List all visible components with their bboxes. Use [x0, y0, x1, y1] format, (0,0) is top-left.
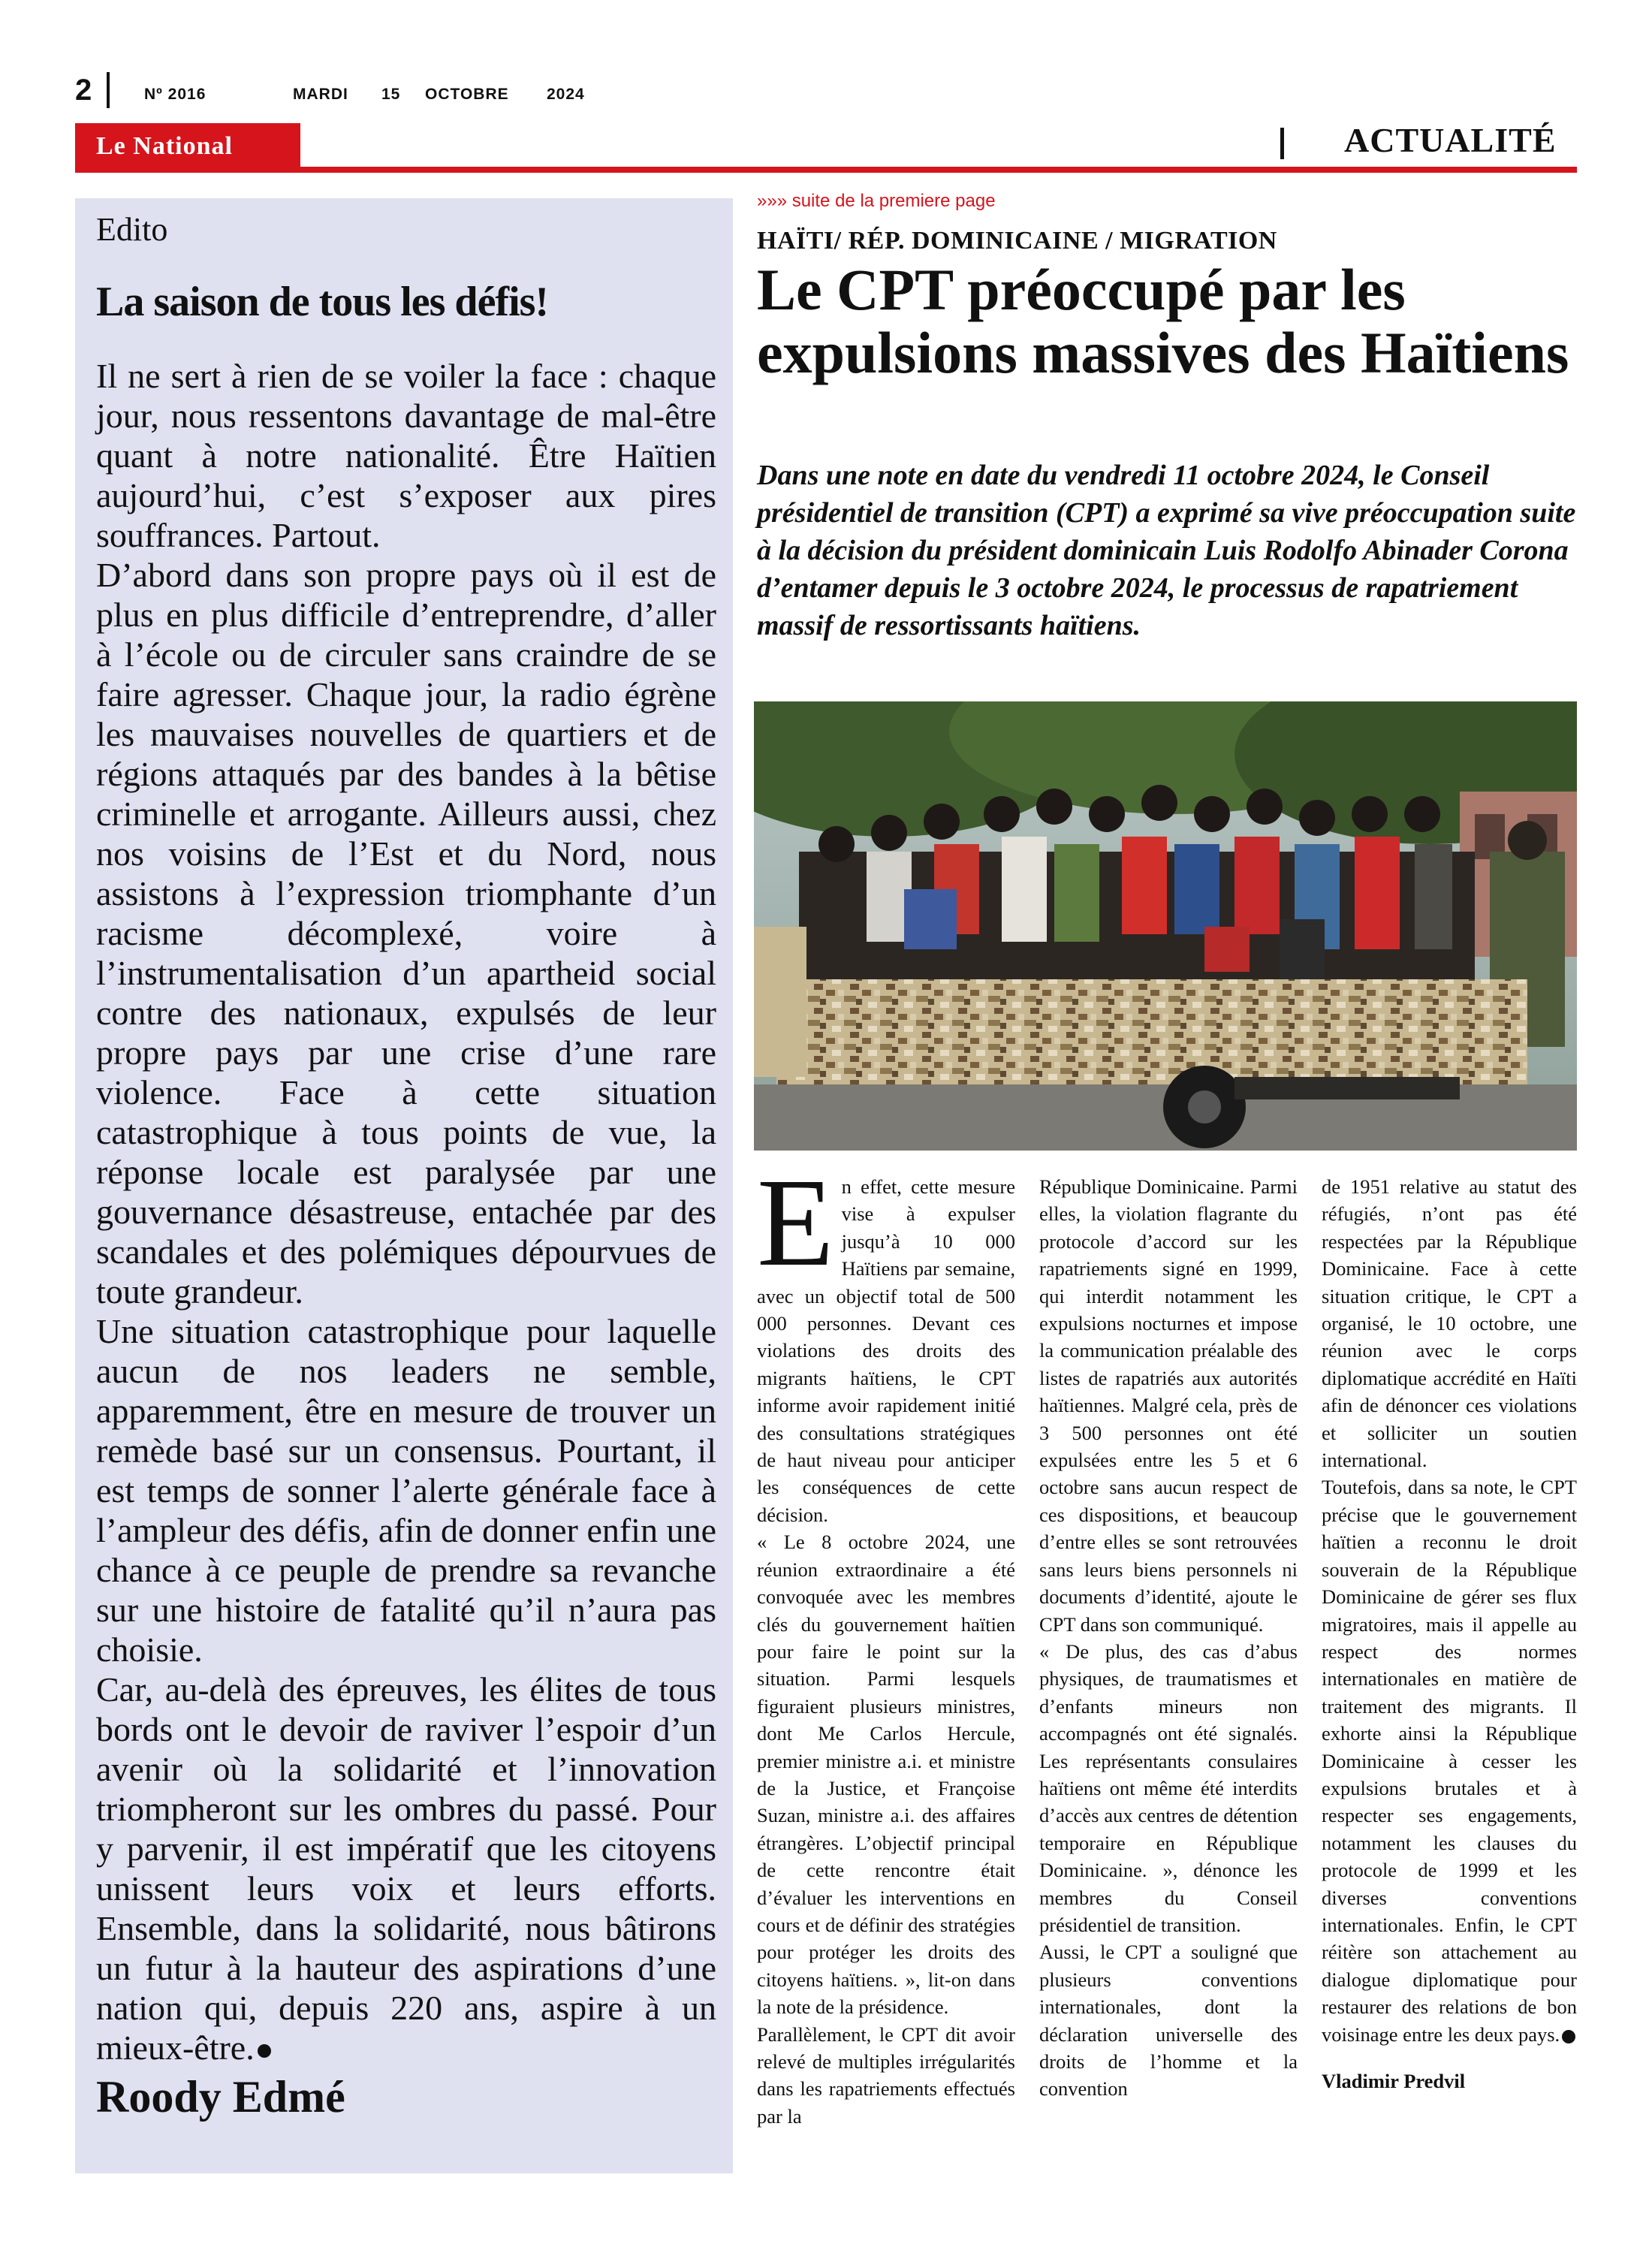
- date-year: 2024: [547, 86, 585, 103]
- header-red-rule: [75, 167, 1577, 173]
- article-rubric: HAÏTI/ RÉP. DOMINICAINE / MIGRATION: [757, 227, 1277, 255]
- date-month: OCTOBRE: [425, 86, 509, 103]
- edito-paragraph: Une situation catastrophique pour laquelle aucun de nos leaders ne semble, apparemment, être en mesure de trouver un remède basé sur un consensus. Pourtant, il est temps de sonner l’alerte générale face à l’ampleur des défis, afin de donner enfin une chance à ce peuple de prendre sa revanche sur une histoire de fatalité qu’il n’aura pas choisie.: [96, 1312, 716, 1669]
- article-paragraph: de 1951 relative au statut des réfugiés, n’ont pas été respectées par la République Dominicaine. Face à cette situation critique, le CPT a organisé, le 10 octobre, une réunion avec le corps diplomatique accrédité en Haïti afin de dénoncer ces violations et solliciter un soutien international.: [1322, 1175, 1577, 1472]
- article-column-3: [1322, 1173, 1577, 2095]
- article-author: Vladimir Predvil: [1322, 2070, 1466, 2092]
- article-lead: Dans une note en date du vendredi 11 octobre 2024, le Conseil présidentiel de transition (CPT) a exprimé sa vive préoccupation suite à la décision du président dominicain Luis Rodolfo Abinader Corona d’entamer depuis le 3 octobre 2024, le processus de rapatriement massif de ressortissants haïtiens.: [757, 460, 1576, 641]
- end-mark-icon: [1562, 2030, 1575, 2043]
- edito-paragraph-last: [96, 1669, 716, 2068]
- edito-body: [96, 356, 716, 2068]
- article-photo: [754, 701, 1577, 1151]
- article-paragraph: Parallèlement, le CPT dit avoir relevé de multiples irrégularités dans les rapatriements effectués par la: [757, 2022, 1015, 2128]
- article-paragraph-last: [1322, 1473, 1577, 2048]
- issue-number: Nº 2016: [144, 86, 206, 103]
- article-paragraph: [757, 1153, 1015, 1528]
- date-day-name: MARDI: [293, 86, 348, 103]
- edito-paragraph-text: Car, au-delà des épreuves, les élites de tous bords ont le devoir de raviver l’espoir d’un avenir où la solidarité et l’innovation triompheront sur les ombres du passé. Pour y parvenir, il est impératif que les citoyens unissent leurs voix et leurs efforts. Ensemble, dans la solidarité, nous bâtirons un futur à la hauteur des aspirations d’une nation qui, depuis 220 ans, aspire à un mieux-être.: [96, 1670, 716, 2067]
- article-paragraph: République Dominicaine. Parmi elles, la violation flagrante du protocole d’accord sur les rapatriements signé en 1999, qui interdit notamment les expulsions nocturnes et impose la communication préalable des listes de rapatriés aux autorités haïtiennes. Malgré cela, près de 3 500 personnes ont été expulsées entre les 5 et 6 octobre sans aucun respect de ces dispositions, et beaucoup d’entre elles se sont retrouvées sans leurs biens personnels ni documents d’identité, ajoute le CPT dans son communiqué.: [1039, 1175, 1298, 1636]
- page-number-divider: [107, 72, 110, 108]
- article-column-2: [1039, 1173, 1298, 2103]
- edito-label: Edito: [96, 211, 168, 248]
- edito-title: La saison de tous les défis!: [96, 279, 549, 325]
- section-title: ACTUALITÉ: [1344, 121, 1557, 159]
- truck-photo-illustration: [754, 701, 1577, 1151]
- edito-paragraph: D’abord dans son propre pays où il est de plus en plus difficile d’entreprendre, d’aller à l’école ou de circuler sans craindre de se faire agresser. Chaque jour, la radio égrène les mauvaises nouvelles de quartiers et de régions attaqués par des bandes à la bêtise criminelle et arrogante. Ailleurs aussi, chez nos voisins de l’Est et du Nord, nous assistons à l’expression triomphante d’un racisme décomplexé, voire à l’instrumentalisation d’un apartheid social contre des nationaux, expulsés de leur propre pays par une crise d’une rare violence. Face à cette situation catastrophique à tous points de vue, la réponse locale est paralysée par une gouvernance désastreuse, entachée par des scandales et des polémiques dépourvues de toute grandeur.: [96, 556, 716, 1310]
- end-mark-icon: [258, 2044, 271, 2058]
- article-headline: Le CPT préoccupé par les expulsions massives des Haïtiens: [757, 257, 1569, 385]
- continued-kicker: »»» suite de la premiere page: [757, 191, 996, 211]
- section-divider: [1280, 128, 1284, 159]
- article-paragraph: Aussi, le CPT a souligné que plusieurs conventions internationales, dont la déclaration universelle des droits de l’homme et la convention: [1039, 1941, 1298, 2101]
- article-paragraph: « De plus, des cas d’abus physiques, de traumatismes et d’enfants mineurs non accompagnés ont été signalés. Les représentants consulaires haïtiens ont même été interdits d’accès aux centres de détention temporaire en République Dominicaine. », dénonce les membres du Conseil présidentiel de transition.: [1039, 1639, 1298, 1936]
- page-number: 2: [75, 74, 92, 107]
- edito-author: Roody Edmé: [96, 2072, 345, 2122]
- article-paragraph-text: Toutefois, dans sa note, le CPT précise que le gouvernement haïtien a reconnu le droit souverain de la République Dominicaine de gérer ses flux migratoires, mais il appelle au respect des normes internationales en matière de traitement des migrants. Il exhorte ainsi la République Dominicaine à cesser les expulsions brutales et à respecter ses engagements, notamment les clauses du protocole de 1999 et les diverses conventions internationales. Enfin, le CPT réitère son attachement au dialogue diplomatique pour restaurer des relations de bon voisinage entre les deux pays.: [1322, 1476, 1577, 2046]
- date-day: 15: [381, 86, 401, 103]
- brand-name: Le National: [96, 132, 233, 160]
- drop-cap: E: [757, 1153, 834, 1292]
- article-column-1: [757, 1153, 1015, 2130]
- article-paragraph: « Le 8 octobre 2024, une réunion extraordinaire a été convoquée avec les membres clés du gouvernement haïtien pour faire le point sur la situation. Parmi lesquels figuraient plusieurs ministres, dont Me Carlos Hercule, premier ministre a.i. et ministre de la Justice, et Françoise Suzan, ministre a.i. des affaires étrangères. L’objectif principal de cette rencontre était d’évaluer les interventions en cours et de définir des stratégies pour protéger les droits des citoyens haïtiens. », lit-on dans la note de la présidence.: [757, 1531, 1015, 2019]
- article-paragraph-text: n effet, cette mesure vise à expulser jusqu’à 10 000 Haïtiens par semaine, avec un objectif total de 500 000 personnes. Devant ces violations des droits des migrants haïtiens, le CPT informe avoir rapidement initié des consultations stratégiques de haut niveau pour anticiper les conséquences de cette décision.: [757, 1175, 1015, 1526]
- edito-paragraph: Il ne sert à rien de se voiler la face : chaque jour, nous ressentons davantage de mal-être quant à notre nationalité. Être Haïtien aujourd’hui, c’est s’exposer aux pires souffrances. Partout.: [96, 357, 716, 554]
